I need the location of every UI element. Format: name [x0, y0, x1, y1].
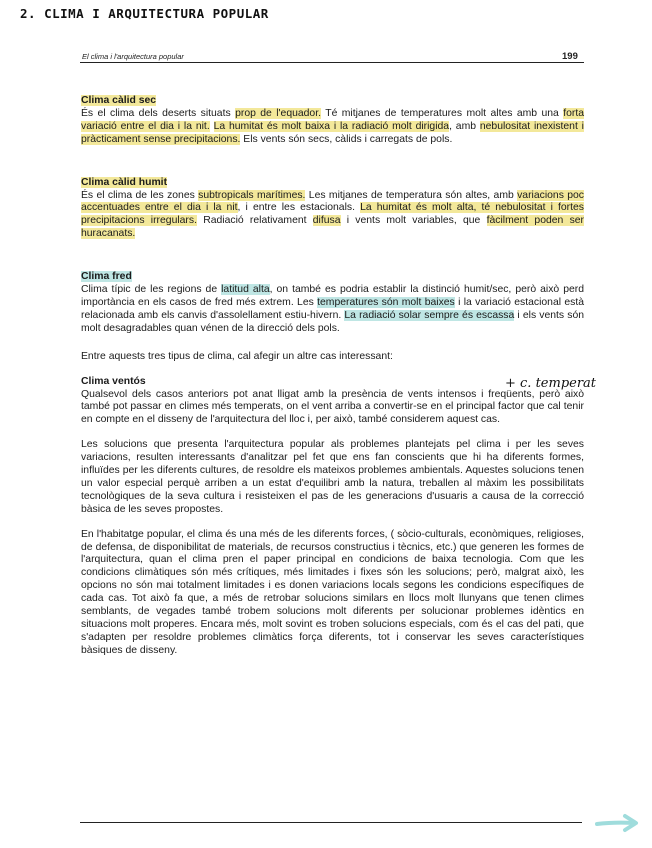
heading-dry-hot: Clima càlid sec — [81, 95, 157, 106]
paragraph-humid-hot: És el clima de les zones subtropicals marítimes. Les mitjanes de temperatura són altes, amb variacions poc accentuades entre el dia i la nit, i entre les estacionals. La humitat és molt alta, té nebulositat i fortes precipitacions irregulars. Radiació relativament difusa i vents molt variables, que fàcilment poden ser huracanats. — [81, 189, 584, 240]
handwritten-note: + c. temperat — [505, 376, 597, 391]
arrow-right-icon — [594, 812, 640, 834]
handwritten-title: 2. CLIMA I ARQUITECTURA POPULAR — [20, 6, 269, 21]
paragraph-solutions: Les solucions que presenta l'arquitectura popular als problemes plantejats pel clima i per les seves variacions, resulten interessants d'analitzar pel fet que ens fan conscients que hi ha diferents formes, influïdes per les diferents cultures, de resoldre els mateixos problemes ambientals. Aquestes solucions tenen un valor especial perquè arriben a un estat d'equilibri amb la natura, treballen al màxim les possibilitats tecnològiques de la seva cultura i resisteixen el pas de les generacions d'usuaris a causa de la correcció bàsica de les seves propostes. — [81, 439, 584, 515]
paragraph-dwelling: En l'habitatge popular, el clima és una més de les diferents forces, ( sòcio-culturals, econòmiques, religioses, de defensa, de disponibilitat de materials, de recursos constructius i tècnics, etc.) que generen les formes de l'arquitectura, quan el clima pren el paper principal en condicions de baixa tecnologia. Com que les condicions climàtiques són més crítiques, més limitades i fixes són les solucions; però, malgrat això, les opcions no són mai totalment limitades i es donen variacions locals segons les condicions específiques de cada cas. Tot això fa que, a més de retrobar solucions similars en llocs molt llunyans que tenen climes semblants, de vegades també trobem solucions molt diferents per solucionar problemes idèntics en situacions molt properes. Encara més, molt sovint es troben solucions especials, com és el cas del pati, que s'adapten per resoldre problemes climàtics força diferents, tot i conservar les seves característiques bàsiques de disseny. — [81, 528, 584, 656]
heading-humid-hot: Clima càlid humit — [81, 176, 168, 188]
heading-windy: Clima ventós — [81, 375, 146, 387]
header-rule — [80, 62, 584, 63]
heading-cold: Clima fred — [81, 271, 132, 283]
paragraph-windy: Qualsevol dels casos anteriors pot anat lligat amb la presència de vents intensos i freqüents, però això també pot passar en climes més temperats, on el vent arriba a convertir-se en el principal factor que cal tenir en compte en el disseny de l'arquitectura del lloc i, per això, també considerem aquest cas. — [81, 388, 584, 426]
running-head: El clima i l'arquitectura popular — [82, 52, 184, 61]
footer-rule — [80, 822, 582, 823]
paragraph-cold: Clima típic de les regions de latitud alta, on també es podria establir la distinció humit/sec, però això perd importància en els casos de fred més extrem. Les temperatures són molt baixes i la variació estacional està relacionada amb els canvis d'assolellament estiu-hivern. La radiació solar sempre és escassa i els vents són molt desagradables quan vénen de la direcció dels pols. — [81, 284, 585, 334]
intro-windy: Entre aquests tres tipus de clima, cal afegir un altre cas interessant: — [81, 350, 393, 362]
page-number: 199 — [562, 51, 578, 62]
paragraph-dry-hot: És el clima dels deserts situats prop de l'equador. Té mitjanes de temperatures molt altes amb una forta variació entre el dia i la nit. La humitat és molt baixa i la radiació molt dirigida, amb nebulositat inexistent i pràcticament sense precipitacions. Els vents són secs, càlids i carregats de pols. — [81, 107, 584, 145]
